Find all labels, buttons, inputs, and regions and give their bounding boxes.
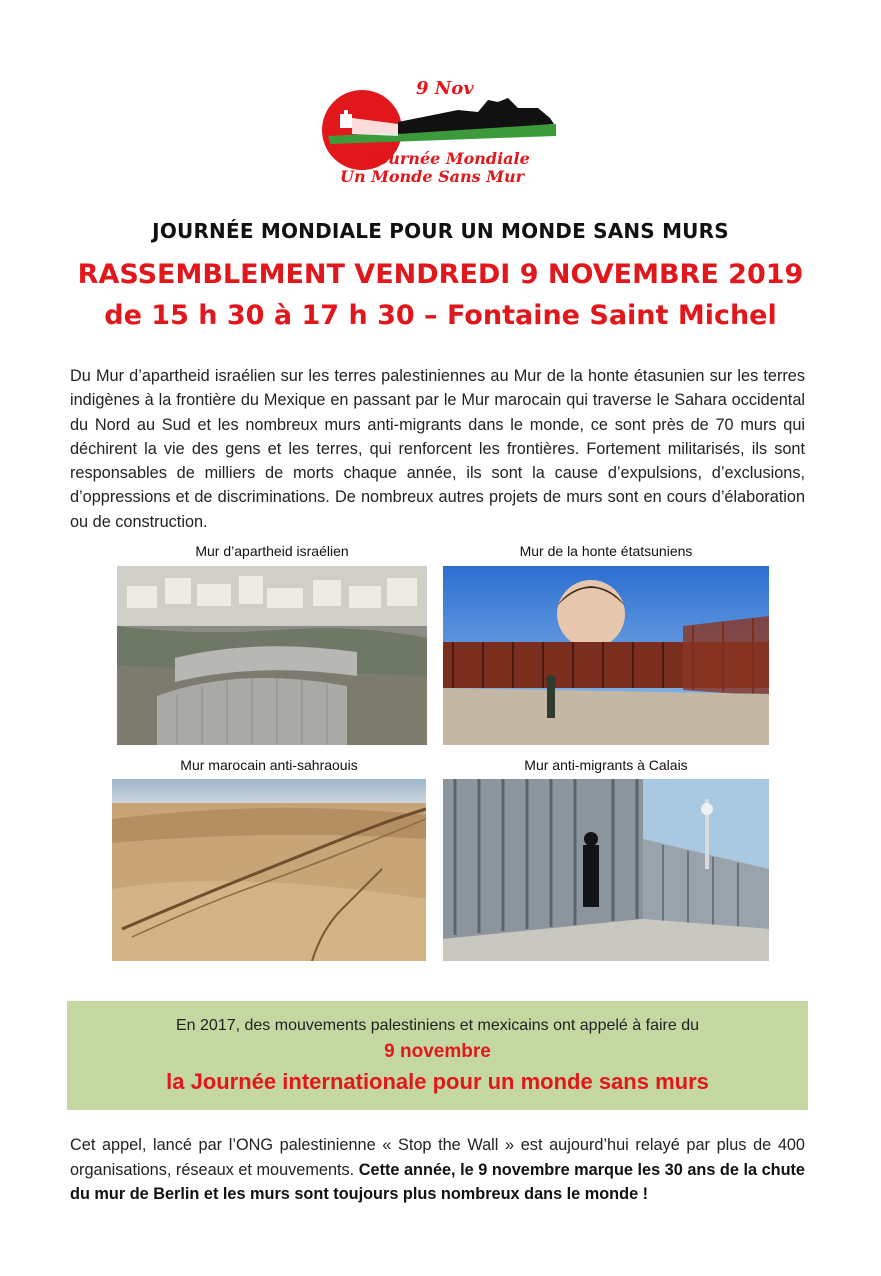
logo-date: 9 Nov	[416, 78, 474, 99]
event-logo	[318, 72, 563, 190]
caption-us-wall: Mur de la honte étatsuniens	[519, 543, 693, 559]
banner-intro-line: En 2017, des mouvements palestiniens et mexicains ont appelé à faire du	[176, 1017, 699, 1034]
photo-moroccan-wall	[112, 779, 426, 961]
page-title: JOURNÉE MONDIALE POUR UN MONDE SANS MURS	[152, 219, 729, 243]
rally-heading: RASSEMBLEMENT VENDREDI 9 NOVEMBRE 2019	[77, 259, 804, 290]
call-banner	[67, 1001, 808, 1110]
intro-paragraph: Du Mur d’apartheid israélien sur les terres palestiniennes au Mur de la honte étasunien sur les terres indigènes à la frontière du Mexique en passant par le Mur marocain qui traverse le Sahara occidental du Nord au Sud et les nombreux murs anti-migrants dans le monde, ce sont près de 70 murs qui déchirent la vie des gens et les terres, qui renforcent les frontières. Fortement militarisés, ils sont responsables de milliers de morts chaque année, ils sont la cause d’expulsions, d’exclusions, d’oppressions et de discriminations. De nombreux autres projets de murs sont en cours d’élaboration ou de construction.	[70, 367, 805, 531]
banner-date: 9 novembre	[384, 1041, 491, 1062]
closing-text: Cet appel, lancé par l’ONG palestinienne « Stop the Wall » est aujourd’hui relayé par plus de 400 organisations, réseaux et mouvements.	[70, 1136, 805, 1179]
caption-israeli-wall: Mur d’apartheid israélien	[195, 543, 349, 559]
banner-day-title: la Journée internationale pour un monde sans murs	[166, 1069, 709, 1094]
closing-paragraph	[70, 1133, 805, 1207]
caption-calais-wall: Mur anti-migrants à Calais	[524, 757, 688, 773]
photo-israeli-wall	[117, 566, 427, 745]
photo-us-wall	[443, 566, 769, 745]
time-place-heading: de 15 h 30 à 17 h 30 – Fontaine Saint Michel	[104, 300, 777, 331]
closing-bold-text: Cette année, le 9 novembre marque les 30 ans de la chute du mur de Berlin et les murs sont toujours plus nombreux dans le monde !	[70, 1160, 805, 1203]
logo-graphic	[318, 72, 563, 190]
caption-moroccan-wall: Mur marocain anti-sahraouis	[180, 757, 358, 773]
logo-line2: Un Monde Sans Mur	[340, 167, 525, 186]
logo-line1: Journée Mondiale	[370, 149, 530, 168]
photo-calais-wall	[443, 779, 769, 961]
